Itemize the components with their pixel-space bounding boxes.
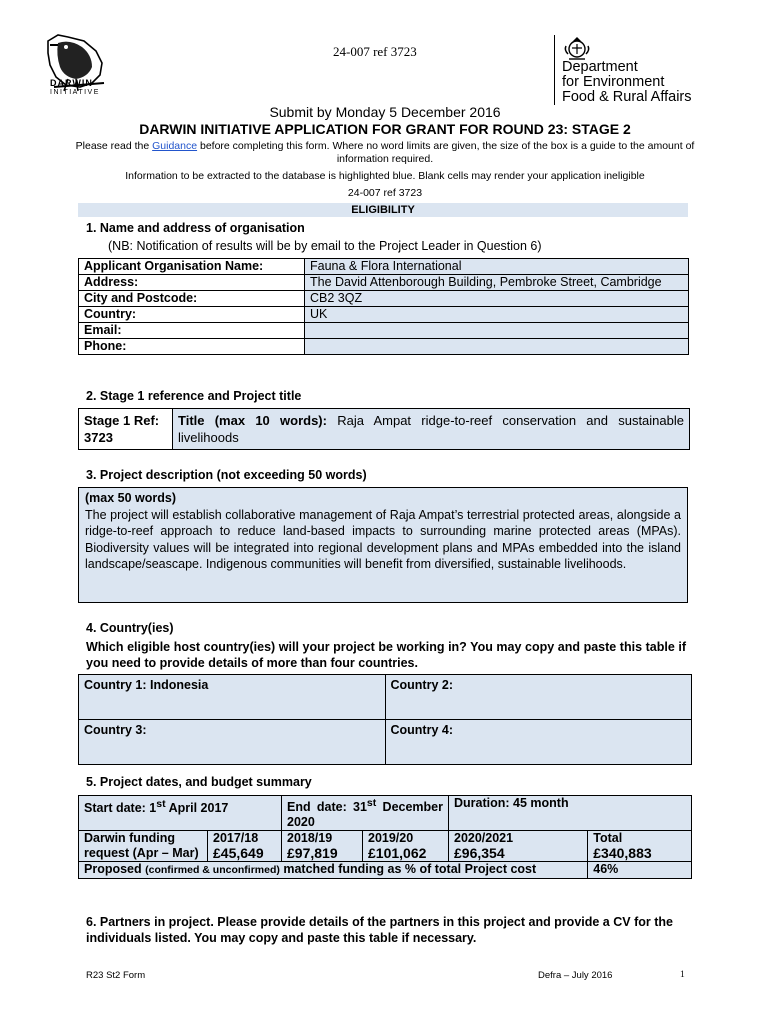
- funding-label-cell: Darwin funding request (Apr – Mar): [79, 831, 208, 862]
- start-date-sup: st: [156, 798, 166, 810]
- proposed-pre: Proposed: [84, 862, 146, 877]
- reference-number-top: 24-007 ref 3723: [333, 44, 417, 59]
- total-amount[interactable]: £340,883: [593, 845, 652, 862]
- eligibility-header: ELIGIBILITY: [78, 203, 688, 217]
- q2-title: 2. Stage 1 reference and Project title: [86, 389, 302, 403]
- defra-logo-text: [562, 60, 692, 105]
- stage1-ref-cell: [79, 409, 173, 450]
- defra-line-1: Department: [562, 59, 638, 75]
- q4-title: 4. Country(ies): [86, 621, 174, 635]
- table-row: [79, 675, 692, 720]
- end-date-cell[interactable]: [282, 796, 449, 831]
- reference-number-center: 24-007 ref 3723: [347, 187, 423, 199]
- table-row: [79, 720, 692, 765]
- proposed-mid: (confirmed & unconfirmed): [145, 864, 280, 877]
- project-title-label: Title (max 10 words):: [178, 413, 327, 428]
- country-1-cell[interactable]: Country 1: Indonesia: [79, 675, 386, 720]
- table-row: [79, 275, 689, 291]
- address-label: Address:: [79, 275, 305, 291]
- q6-text: 6. Partners in project. Please provide details of the partners in this project and provide a CV for the individuals listed. You may copy and paste this table if necessary.: [86, 915, 673, 945]
- page-number: 1: [680, 970, 685, 980]
- total-label: Total: [593, 831, 623, 846]
- org-name-label: Applicant Organisation Name:: [79, 259, 305, 275]
- country-field[interactable]: UK: [305, 307, 689, 323]
- amount-2017[interactable]: £45,649: [213, 845, 264, 862]
- countries-table: [78, 674, 692, 765]
- defra-line-2: for Environment: [562, 74, 665, 90]
- start-date-post: April 2017: [165, 801, 229, 816]
- proposed-funding-label: [79, 862, 588, 879]
- email-field[interactable]: [305, 323, 689, 339]
- q3-title: 3. Project description (not exceeding 50 words): [86, 468, 367, 482]
- amount-2018[interactable]: £97,819: [287, 845, 338, 862]
- logo-text-darwin: DARWIN: [50, 78, 93, 88]
- guidance-link[interactable]: Guidance: [152, 140, 198, 152]
- defra-line-3: Food & Rural Affairs: [562, 89, 692, 105]
- form-title: DARWIN INITIATIVE APPLICATION FOR GRANT FOR ROUND 23: STAGE 2: [139, 121, 631, 137]
- stage1-ref-label: Stage 1 Ref:: [84, 413, 160, 428]
- year-2018-cell[interactable]: [282, 831, 363, 862]
- city-postcode-label: City and Postcode:: [79, 291, 305, 307]
- country-4-cell[interactable]: Country 4:: [385, 720, 692, 765]
- table-row: [79, 831, 692, 862]
- table-row: [79, 291, 689, 307]
- org-name-field[interactable]: Fauna & Flora International: [305, 259, 689, 275]
- table-row: [79, 862, 692, 879]
- proposed-post: matched funding as % of total Project cost: [279, 862, 537, 877]
- project-description-text[interactable]: The project will establish collaborative management of Raja Ampat’s terrestrial protected areas, alongside a ridge-to-reef approach to reduce land-based impacts to surrounding marine protected areas (MPAs). Biodiversity values will be integrated into regional development plans and MPAs embedded into the island landscape/seascape. Indigenous communities will benefit from diversified, sustainable livelihoods.: [85, 507, 681, 571]
- table-row: [79, 339, 689, 355]
- end-date-sup: st: [366, 797, 377, 809]
- phone-field[interactable]: [305, 339, 689, 355]
- q5-title: 5. Project dates, and budget summary: [86, 775, 312, 789]
- max-words-label: (max 50 words): [85, 491, 177, 505]
- amount-2020[interactable]: £96,354: [454, 845, 505, 862]
- country-label: Country:: [79, 307, 305, 323]
- year-2017-cell[interactable]: [208, 831, 282, 862]
- q1-title: 1. Name and address of organisation: [86, 221, 305, 235]
- year-2019-cell[interactable]: [363, 831, 449, 862]
- year-2019-label: 2019/20: [368, 831, 414, 846]
- defra-divider: [554, 35, 555, 105]
- dates-budget-table: [78, 795, 692, 879]
- table-row: [79, 323, 689, 339]
- amount-2019[interactable]: £101,062: [368, 845, 427, 862]
- proposed-funding-value[interactable]: 46%: [588, 862, 692, 879]
- footer-date: Defra – July 2016: [538, 970, 613, 981]
- total-cell[interactable]: [588, 831, 692, 862]
- q4-question: Which eligible host country(ies) will your project be working in? You may copy and paste this table if you need to provide details of more than four countries.: [86, 640, 686, 670]
- database-note: Information to be extracted to the database is highlighted blue. Blank cells may render your application ineligible: [125, 170, 645, 182]
- end-date-pre: End date: 31: [287, 800, 367, 815]
- submit-deadline: Submit by Monday 5 December 2016: [269, 104, 501, 120]
- footer-form-id: R23 St2 Form: [86, 970, 146, 981]
- year-2018-label: 2018/19: [287, 831, 333, 846]
- stage1-ref-table: [78, 408, 690, 450]
- table-row: [79, 307, 689, 323]
- organisation-table: [78, 258, 689, 355]
- year-2020-label: 2020/2021: [454, 831, 514, 846]
- table-row: [79, 259, 689, 275]
- guidance-note-post: before completing this form. Where no word limits are given, the size of the box is a guide to the amount of information required.: [197, 140, 695, 165]
- city-postcode-field[interactable]: CB2 3QZ: [305, 291, 689, 307]
- end-date-post: December 2020: [287, 800, 443, 830]
- logo-text-initiative: INITIATIVE: [50, 89, 100, 96]
- project-title-cell[interactable]: [173, 409, 690, 450]
- year-2017-label: 2017/18: [213, 831, 259, 846]
- project-title-value[interactable]: Raja Ampat ridge-to-reef conservation and sustainable livelihoods: [178, 413, 684, 445]
- email-label: Email:: [79, 323, 305, 339]
- table-row: [79, 409, 690, 450]
- stage1-ref-value[interactable]: 3723: [84, 430, 113, 445]
- address-field[interactable]: The David Attenborough Building, Pembroke Street, Cambridge: [305, 275, 689, 291]
- start-date-cell[interactable]: [79, 796, 282, 831]
- project-description-box[interactable]: [78, 487, 688, 603]
- table-row: [79, 796, 692, 831]
- guidance-note-pre: Please read the: [75, 140, 153, 152]
- duration-cell[interactable]: Duration: 45 month: [449, 796, 692, 831]
- year-2020-cell[interactable]: [449, 831, 588, 862]
- guidance-note: [60, 140, 710, 166]
- phone-label: Phone:: [79, 339, 305, 355]
- country-3-cell[interactable]: Country 3:: [79, 720, 386, 765]
- start-date-pre: Start date: 1: [84, 801, 157, 816]
- country-2-cell[interactable]: Country 2:: [385, 675, 692, 720]
- q1-note: (NB: Notification of results will be by email to the Project Leader in Question 6): [108, 239, 542, 253]
